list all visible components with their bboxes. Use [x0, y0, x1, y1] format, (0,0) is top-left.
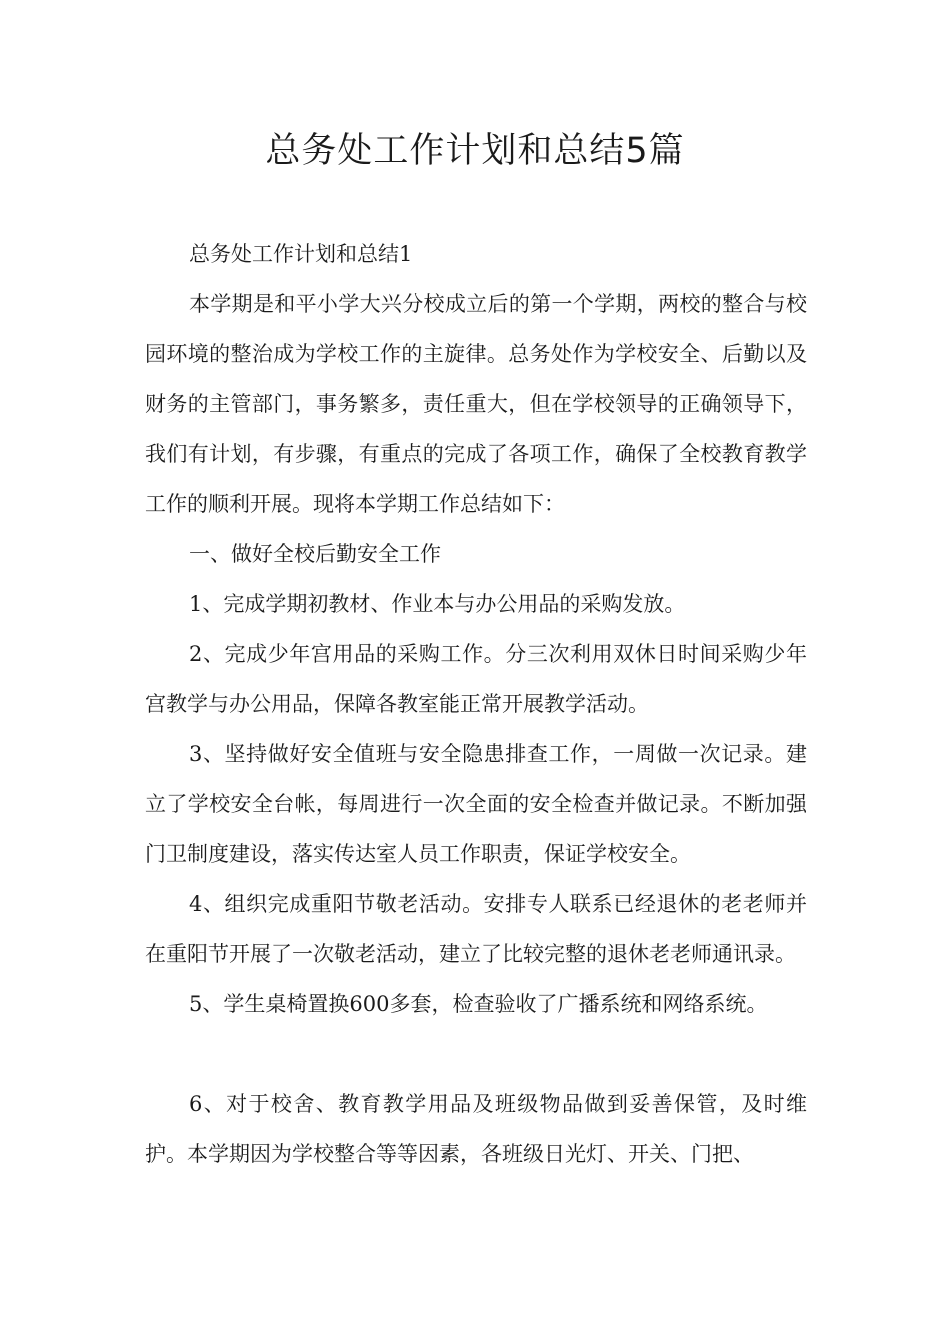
paragraph-gap: [145, 1029, 807, 1079]
list-item-3: 3、坚持做好安全值班与安全隐患排查工作，一周做一次记录。建立了学校安全台帐，每周进行一次全面的安全检查并做记录。不断加强门卫制度建设，落实传达室人员工作职责，保证学校安全。: [145, 742, 807, 866]
document-title: 总务处工作计划和总结5篇: [265, 131, 685, 171]
list-item-4: 4、组织完成重阳节敬老活动。安排专人联系已经退休的老老师并在重阳节开展了一次敬老活动，建立了比较完整的退休老老师通讯录。: [145, 892, 807, 966]
document-body: [145, 229, 807, 1179]
intro-paragraph: 本学期是和平小学大兴分校成立后的第一个学期，两校的整合与校园环境的整治成为学校工作的主旋律。总务处作为学校安全、后勤以及财务的主管部门，事务繁多，责任重大，但在学校领导的正确领导下，我们有计划，有步骤，有重点的完成了各项工作，确保了全校教育教学工作的顺利开展。现将本学期工作总结如下：: [145, 292, 807, 516]
subsection-heading: 一、做好全校后勤安全工作: [189, 542, 441, 566]
list-item-5: 5、学生桌椅置换600多套，检查验收了广播系统和网络系统。: [189, 992, 768, 1016]
list-item-1: 1、完成学期初教材、作业本与办公用品的采购发放。: [189, 592, 686, 616]
list-item-6: 6、对于校舍、教育教学用品及班级物品做到妥善保管，及时维护。本学期因为学校整合等等因素，各班级日光灯、开关、门把、: [145, 1092, 807, 1166]
list-item-2: 2、完成少年宫用品的采购工作。分三次利用双休日时间采购少年宫教学与办公用品，保障各教室能正常开展教学活动。: [145, 642, 807, 716]
section-heading: 总务处工作计划和总结1: [189, 242, 413, 266]
